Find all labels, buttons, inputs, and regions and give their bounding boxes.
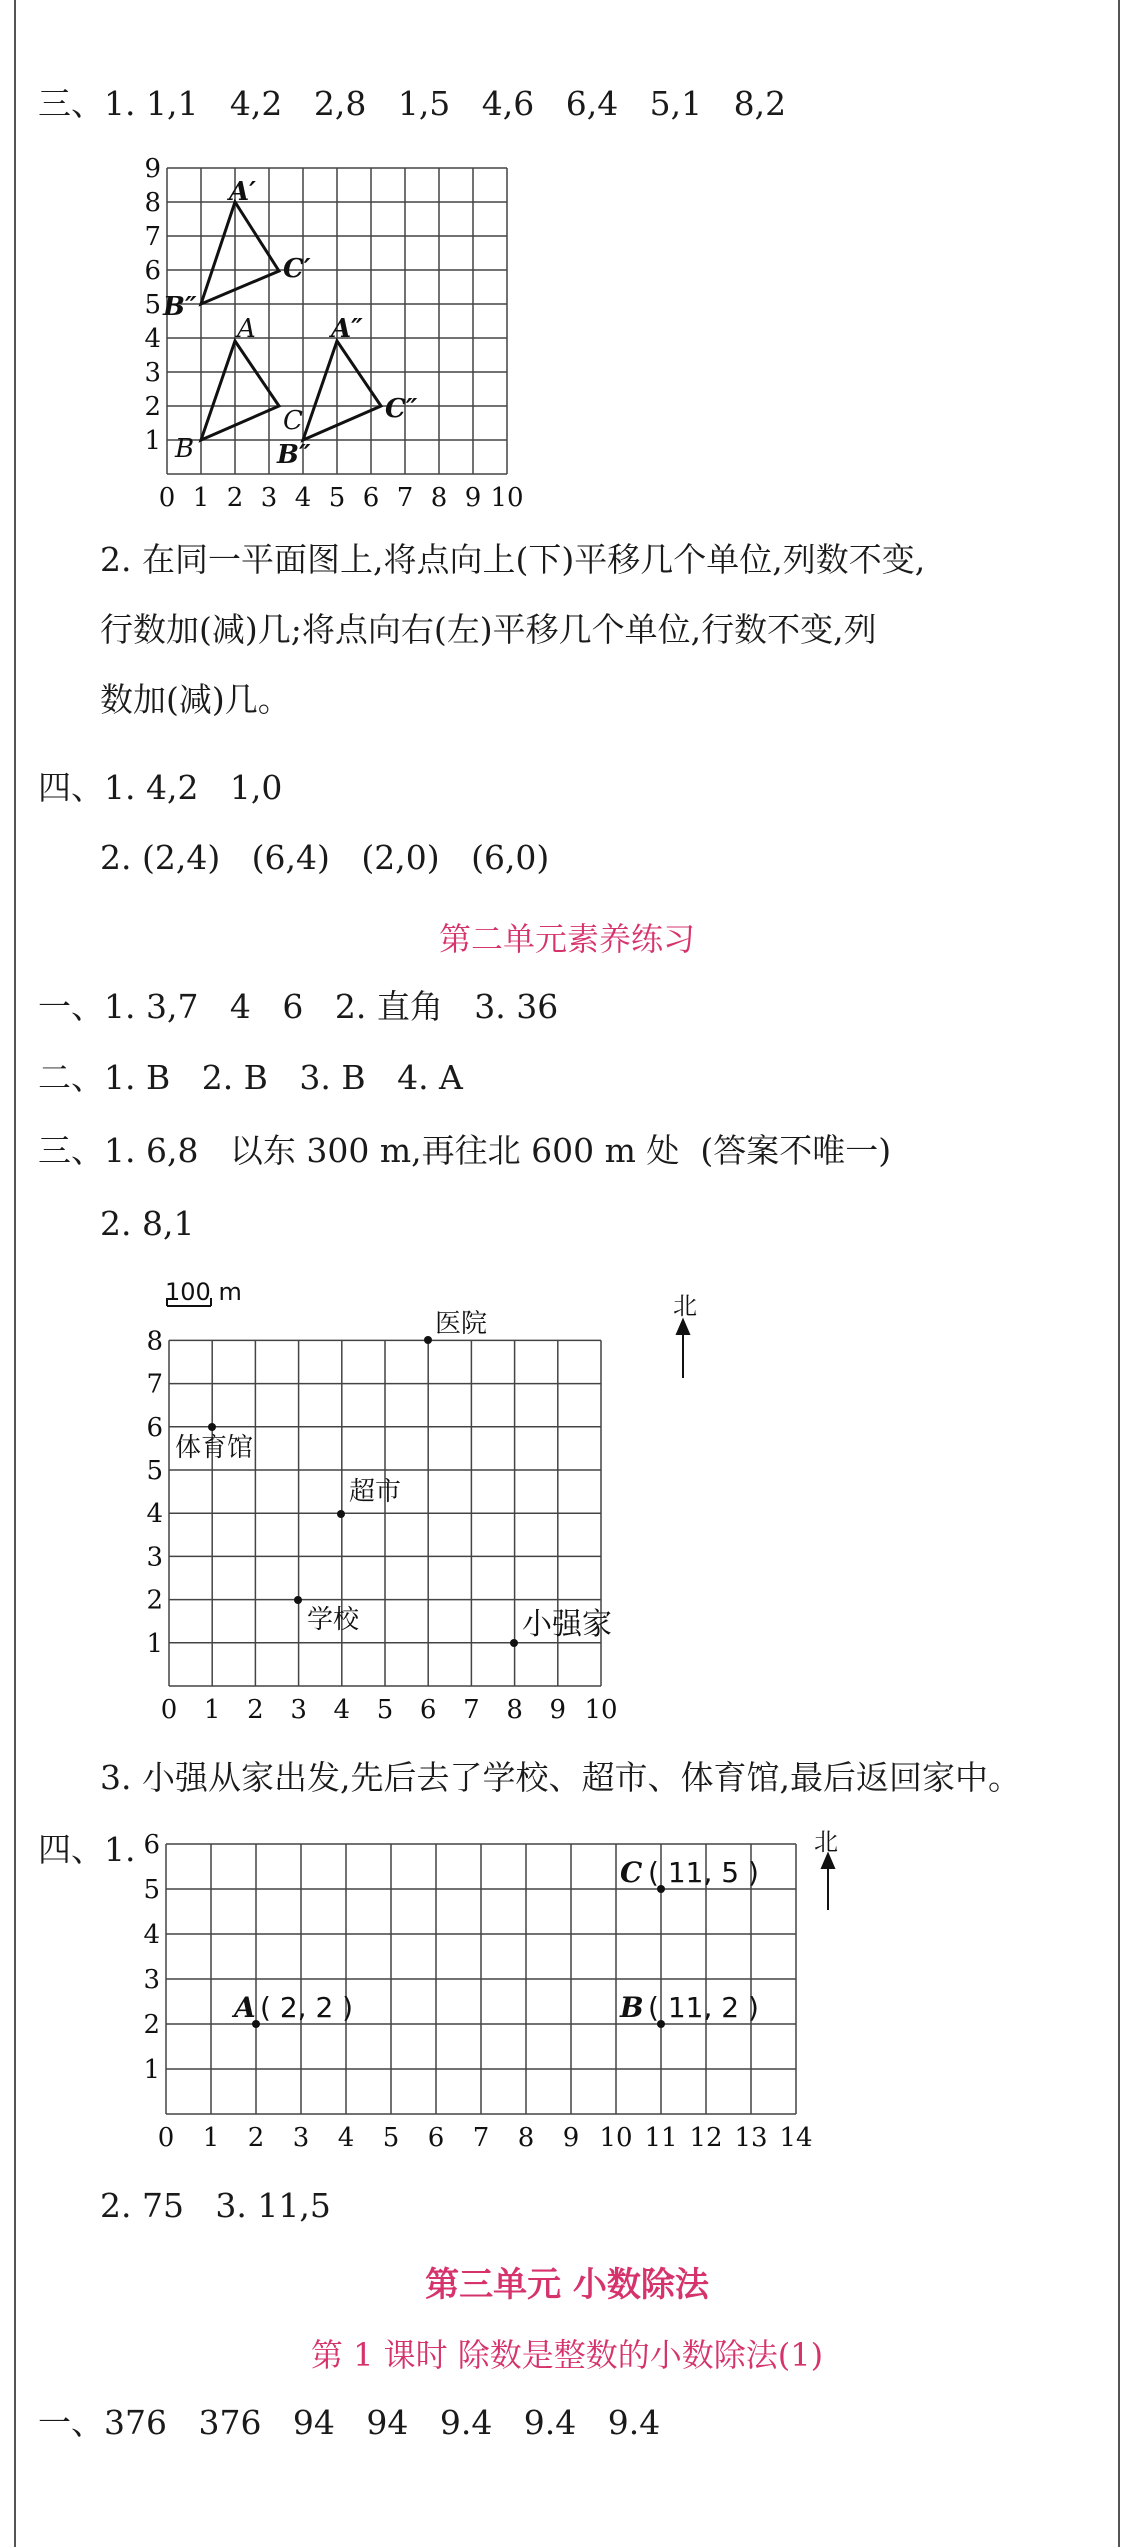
label-b: B: [620, 1991, 644, 2024]
x-tick-label: 2: [247, 2123, 265, 2153]
y-tick-label: 2: [143, 2010, 160, 2040]
x-tick-label: 6: [419, 1695, 437, 1725]
y-tick-label: 4: [146, 1499, 163, 1530]
y-tick-label: 1: [144, 426, 161, 456]
y-tick-label: 1: [146, 1628, 163, 1659]
point-gym: [208, 1423, 216, 1431]
point-home: [510, 1639, 518, 1647]
y-tick-label: 6: [146, 1412, 163, 1443]
x-tick-label: 5: [328, 483, 346, 513]
unit3-answer-1: 一、376 376 94 94 9.4 9.4 9.4: [38, 2403, 661, 2442]
x-tick-label: 4: [333, 1695, 351, 1725]
label-a: A: [234, 1991, 256, 2024]
coord-c: ( 11, 5 ): [648, 1856, 759, 1889]
x-tick-label: 8: [430, 483, 448, 513]
unit2-answer-4-1-label: 四、1.: [38, 1830, 136, 1869]
x-tick-label: 1: [202, 2123, 220, 2153]
y-tick-label: 3: [143, 1965, 160, 1995]
label-b-double-prime-1: B″: [163, 292, 197, 322]
coord-b: ( 11, 2 ): [648, 1991, 759, 2024]
label-b-double-prime-2: B″: [277, 440, 311, 470]
y-tick-label: 2: [146, 1585, 163, 1616]
label-c: C: [620, 1856, 643, 1889]
answer-4-1: 四、1. 4,2 1,0: [38, 768, 283, 807]
scale-label: 100 m: [165, 1278, 242, 1306]
x-tick-label: 4: [294, 483, 312, 513]
x-tick-label: 0: [157, 2123, 175, 2153]
location-map: [135, 1278, 735, 1725]
x-tick-label: 9: [464, 483, 482, 513]
x-tick-label: 5: [382, 2123, 400, 2153]
x-tick-label: 9: [562, 2123, 580, 2153]
x-tick-label: 10: [584, 1695, 618, 1725]
y-tick-labels: [146, 1326, 163, 1658]
x-tick-labels: [161, 1695, 618, 1725]
coord-a: ( 2, 2 ): [260, 1991, 354, 2024]
y-tick-label: 8: [146, 1326, 163, 1357]
label-school: 学校: [307, 1605, 360, 1635]
label-gym: 体育馆: [175, 1433, 254, 1463]
label-c-double-prime: C″: [385, 394, 418, 424]
label-a: A: [237, 314, 256, 344]
y-tick-label: 5: [146, 1456, 163, 1486]
x-tick-labels: [158, 2123, 813, 2153]
y-tick-label: 4: [144, 324, 161, 354]
translation-grid: [144, 154, 524, 515]
y-tick-label: 3: [144, 358, 161, 388]
x-tick-label: 7: [472, 2123, 490, 2153]
x-tick-label: 2: [247, 1695, 264, 1725]
unit2-answer-3-2: 2. 8,1: [100, 1204, 195, 1243]
x-tick-label: 5: [376, 1695, 394, 1725]
north-arrow: [677, 1320, 689, 1378]
x-tick-label: 7: [396, 483, 414, 513]
triangle-a1b1c1: [201, 202, 279, 304]
unit2-answer-2: 二、1. B 2. B 3. B 4. A: [38, 1058, 463, 1097]
point-market: [337, 1510, 345, 1518]
label-c: C: [283, 406, 303, 436]
y-tick-label: 7: [146, 1369, 163, 1400]
x-tick-label: 6: [427, 2123, 445, 2153]
coordinate-grid: [140, 1820, 860, 2153]
label-a-double-prime: A″: [331, 314, 363, 344]
y-tick-label: 2: [144, 392, 161, 422]
x-tick-label: 2: [226, 483, 244, 513]
x-tick-labels: [159, 483, 524, 513]
x-tick-label: 3: [290, 1695, 307, 1725]
point-school: [294, 1596, 302, 1604]
label-b: B: [175, 434, 195, 464]
x-tick-label: 10: [490, 483, 524, 513]
y-tick-label: 3: [146, 1542, 163, 1573]
point-labels: [231, 1856, 759, 2024]
triangle-a2b2c2: [303, 341, 381, 440]
y-tick-label: 9: [144, 154, 161, 184]
y-tick-label: 6: [144, 256, 161, 286]
answer-3-2-line-3: 数加(减)几。: [100, 680, 291, 719]
answer-3-1: 三、1. 1,1 4,2 2,8 1,5 4,6 6,4 5,1 8,2: [38, 84, 787, 123]
label-a-prime: A′: [229, 177, 257, 207]
north-arrow: [822, 1854, 834, 1910]
y-tick-label: 7: [144, 222, 161, 252]
x-tick-label: 7: [463, 1695, 480, 1725]
section-title-unit-2: 第二单元素养练习: [438, 920, 695, 958]
lesson-title: 第 1 课时 除数是整数的小数除法(1): [310, 2336, 824, 2374]
section-title-unit-3: 第三单元 小数除法: [425, 2265, 709, 2305]
label-market: 超市: [349, 1477, 402, 1507]
triangle-abc: [201, 341, 279, 440]
label-hospital: 医院: [435, 1309, 488, 1339]
y-tick-label: 8: [144, 188, 161, 218]
unit2-answer-4-2: 2. 75 3. 11,5: [100, 2186, 331, 2225]
north-label: 北: [814, 1828, 838, 1856]
x-tick-label: 0: [160, 1695, 178, 1725]
left-margin-line: [14, 0, 16, 2547]
y-tick-label: 4: [143, 1920, 160, 1950]
y-tick-label: 6: [143, 1830, 160, 1860]
answer-3-2-line-1: 2. 在同一平面图上,将点向上(下)平移几个单位,列数不变,: [100, 540, 926, 579]
x-tick-label: 10: [599, 2123, 633, 2153]
y-tick-labels: [144, 154, 161, 456]
x-tick-label: 12: [689, 2123, 723, 2153]
x-tick-label: 4: [337, 2123, 355, 2153]
x-tick-label: 14: [779, 2123, 813, 2153]
y-tick-labels: [143, 1830, 160, 2085]
y-tick-label: 5: [143, 1875, 160, 1905]
x-tick-label: 11: [644, 2123, 678, 2153]
y-tick-label: 5: [144, 290, 161, 320]
unit2-answer-1: 一、1. 3,7 4 6 2. 直角 3. 36: [38, 987, 559, 1026]
unit2-answer-3-3: 3. 小强从家出发,先后去了学校、超市、体育馆,最后返回家中。: [100, 1758, 1021, 1797]
unit2-answer-3-1: 三、1. 6,8 以东 300 m,再往北 600 m 处 (答案不唯一): [38, 1131, 892, 1170]
answer-3-2-line-2: 行数加(减)几;将点向右(左)平移几个单位,行数不变,列: [100, 610, 877, 649]
x-tick-label: 8: [517, 2123, 535, 2153]
answer-4-2: 2. (2,4) (6,4) (2,0) (6,0): [100, 838, 550, 877]
x-tick-label: 13: [734, 2123, 768, 2153]
north-label: 北: [673, 1292, 697, 1320]
right-margin-line: [1118, 0, 1120, 2547]
x-tick-label: 0: [158, 483, 176, 513]
x-tick-label: 3: [260, 483, 278, 513]
x-tick-label: 1: [203, 1695, 221, 1725]
place-labels: [175, 1309, 612, 1642]
label-c-prime: C′: [283, 254, 311, 284]
point-hospital: [424, 1336, 432, 1344]
x-tick-label: 3: [292, 2123, 310, 2153]
label-home: 小强家: [522, 1607, 612, 1642]
x-tick-label: 6: [362, 483, 380, 513]
y-tick-label: 1: [143, 2055, 160, 2085]
x-tick-label: 1: [192, 483, 210, 513]
x-tick-label: 9: [549, 1695, 567, 1725]
x-tick-label: 8: [506, 1695, 523, 1725]
